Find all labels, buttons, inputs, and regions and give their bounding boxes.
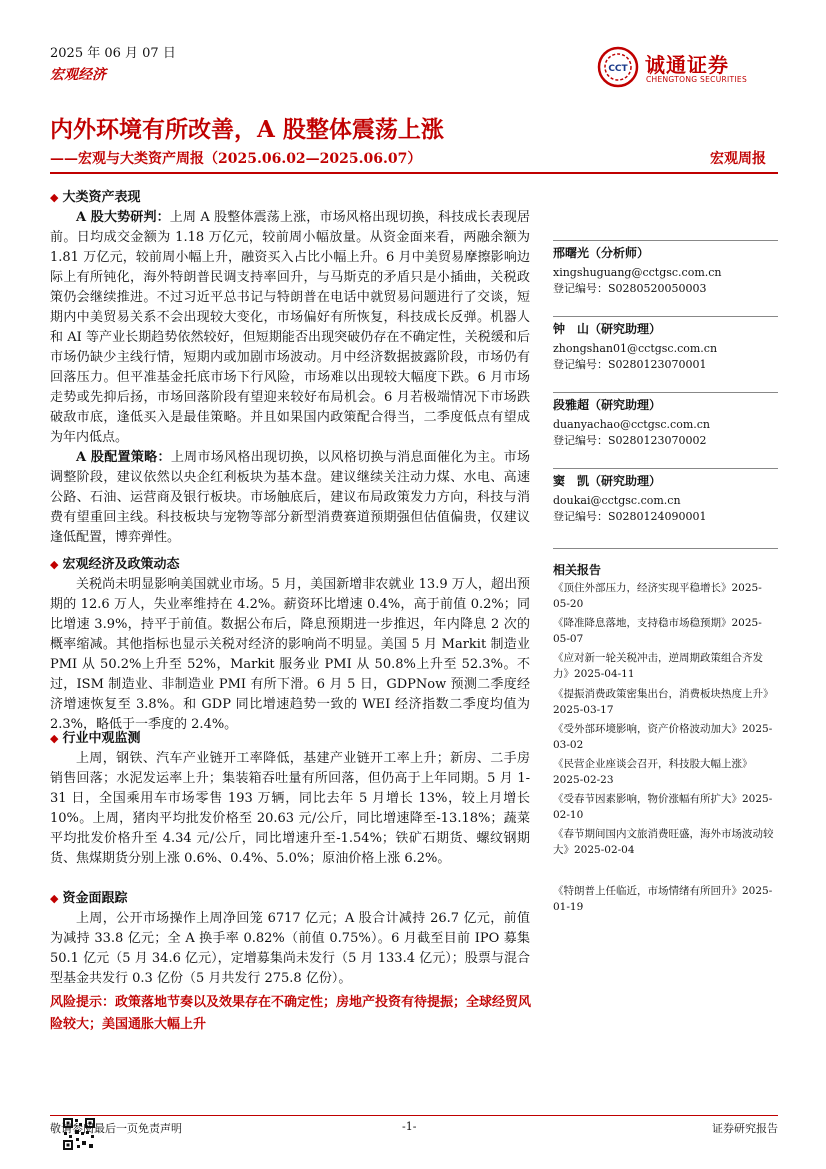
- diamond-bullet-icon: ◆: [50, 558, 59, 571]
- logo-name-cn: 诚通证券: [645, 53, 729, 77]
- related-report-item[interactable]: 《受春节因素影响，物价涨幅有所扩大》2025-02-10: [553, 793, 773, 821]
- paragraph-industry: 上周，钢铁、汽车产业链开工率降低，基建产业链开工率上升；新房、二手房销售回落；水泥发运率上升；集装箱吞吐量有所回落，但仍高于上年同期。5 月 1-31 日，全国乘用车市场零售 193 万辆，同比去年 5 月增长 13%，较上月增长 10%。上周，猪肉平均批发价格至 20.63 元/公斤，同比增速降至-13.18%；蔬菜平均批发价格升至 4.34 元/公斤，同比增速升至-1.54%；铁矿石期货、螺纹钢期货、焦煤期货分别上涨 0.6%、0.4%、5.0%；原油价格上涨 6.2%。: [50, 751, 530, 866]
- section-liquidity: [50, 889, 530, 989]
- paragraph-macro: 关税尚未明显影响美国就业市场。5 月，美国新增非农就业 13.9 万人，超出预期的 12.6 万人，失业率维持在 4.2%。薪资环比增速 0.4%，高于前值 0.2%；同比增速 3.9%，持平于前值。数据公布后，降息预期进一步推迟，年内降息 2 次的概率缩减。其他指标也显示关税对经济的影响尚不明显。美国 5 月 Markit 制造业 PMI 从 50.2%上升至 52%，Markit 服务业 PMI 从 50.8%上升至 52.3%。不过，ISM 制造业、非制造业 PMI 有所下滑。6 月 5 日，GDPNow 预测二季度经济增速恢复至 3.8%。和 GDP 同比增速趋势一致的 WEI 经济指数二季度均值为 2.3%，略低于一季度的 2.4%。: [50, 577, 530, 732]
- related-report-item[interactable]: 《民营企业座谈会召开，科技股大幅上涨》2025-02-23: [553, 758, 753, 786]
- report-subtitle: ——宏观与大类资产周报（2025.06.02—2025.06.07）: [50, 151, 422, 167]
- analyst-reg: 登记编号：S0280124090001: [553, 510, 707, 523]
- analyst-card: [553, 244, 778, 297]
- related-report-item[interactable]: 《春节期间国内文旅消费旺盛，海外市场波动较大》2025-02-04: [553, 828, 774, 856]
- report-title: 内外环境有所改善，A 股整体震荡上涨: [50, 116, 444, 143]
- risk-warning: 风险提示：政策落地节奏以及效果存在不确定性；房地产投资有待提振；全球经贸风险较大；美国通胀大幅上升: [50, 995, 532, 1032]
- footer-doc-type: 证券研究报告: [712, 1122, 778, 1135]
- section-heading: ◆ 宏观经济及政策动态: [50, 555, 530, 575]
- diamond-bullet-icon: ◆: [50, 191, 59, 204]
- section-asset-performance: [50, 188, 530, 548]
- logo-name-en: CHENGTONG SECURITIES: [646, 75, 748, 84]
- section-heading: ◆ 大类资产表现: [50, 188, 530, 208]
- svg-text:CCT: CCT: [608, 64, 628, 74]
- diamond-bullet-icon: ◆: [50, 892, 59, 905]
- analyst-reg: 登记编号：S0280520050003: [553, 282, 707, 295]
- section-heading: ◆ 行业中观监测: [50, 729, 530, 749]
- related-report-item[interactable]: 《受外部环境影响，资产价格波动加大》2025-03-02: [553, 723, 773, 751]
- section-macro-policy: [50, 555, 530, 735]
- section-industry-monitor: [50, 729, 530, 869]
- sidebar-divider: [553, 548, 778, 549]
- related-report-item[interactable]: 《顶住外部压力，经济实现平稳增长》2025-05-20: [553, 582, 762, 610]
- analyst-card: [553, 472, 778, 525]
- report-category: 宏观经济: [50, 67, 106, 83]
- page-number: -1-: [402, 1120, 417, 1133]
- paragraph-a-share-allocation: A 股配置策略：上周市场风格出现切换，以风格切换与消息面催化为主。市场调整阶段，建议依然以央企红利板块为基本盘。建议继续关注动力煤、水电、高速公路、石油、运营商及银行板块。市场触底后，建议布局政策发力方向，科技与消费有望重回主线。科技板块与宠物等部分新型消费赛道预期强但估值偏贵，仅建议逢低配置，博弈弹性。: [50, 450, 530, 545]
- related-report-item[interactable]: 《特朗普上任临近，市场情绪有所回升》2025-01-19: [553, 885, 773, 913]
- report-type: 宏观周报: [710, 151, 766, 167]
- header-divider: [50, 172, 778, 174]
- section-heading: ◆ 资金面跟踪: [50, 889, 530, 909]
- analyst-email[interactable]: xingshuguang@cctgsc.com.cn: [553, 266, 722, 279]
- related-report-item[interactable]: 《应对新一轮关税冲击，逆周期政策组合齐发力》2025-04-11: [553, 652, 763, 680]
- analyst-email[interactable]: duanyachao@cctgsc.com.cn: [553, 418, 711, 431]
- analyst-card: [553, 320, 778, 373]
- analyst-reg: 登记编号：S0280123070001: [553, 358, 707, 371]
- related-report-item[interactable]: 《提振消费政策密集出台，消费板块热度上升》2025-03-17: [553, 688, 774, 716]
- sidebar-divider: [553, 316, 778, 317]
- related-reports-heading: 相关报告: [553, 563, 602, 577]
- paragraph-liquidity: 上周，公开市场操作上周净回笼 6717 亿元；A 股合计减持 26.7 亿元，前值为减持 33.8 亿元；全 A 换手率 0.82%（前值 0.75%）。6 月截至目前 IPO 募集 50.1 亿元（5 月 34.6 亿元），定增募集尚未发行（5 月 133.4 亿元）；股票与混合型基金共发行 0.3 亿份（5 月共发行 275.8 亿份）。: [50, 911, 530, 986]
- analyst-name: 段雅超（研究助理）: [553, 398, 662, 412]
- analyst-name: 窦 凯（研究助理）: [553, 474, 662, 488]
- footer-divider: [50, 1115, 778, 1116]
- sidebar-divider: [553, 468, 778, 469]
- analyst-card: [553, 396, 778, 449]
- sidebar-divider: [553, 240, 778, 241]
- company-logo: [597, 46, 777, 88]
- footer-disclaimer: 敬请参阅最后一页免责声明: [50, 1122, 182, 1135]
- related-report-item[interactable]: 《降准降息落地，支持稳市场稳预期》2025-05-07: [553, 617, 762, 645]
- report-date: 2025 年 06 月 07 日: [50, 46, 176, 61]
- analyst-name: 钟 山（研究助理）: [553, 322, 662, 336]
- analyst-email[interactable]: zhongshan01@cctgsc.com.cn: [553, 342, 718, 355]
- paragraph-a-share-outlook: A 股大势研判：上周 A 股整体震荡上涨，市场风格出现切换，科技成长表现居前。日均成交金额为 1.18 万亿元，较前周小幅放量。从资金面来看，两融余额为 1.81 万亿元，较前周小幅上升，融资买入占比小幅上升。6 月中美贸易摩擦影响边际上有所钝化，海外特朗普民调支持率回升，与马斯克的矛盾只是小插曲，关税政策仍会继续推进。不过习近平总书记与特朗普在电话中就贸易问题进行了交谈，短期内中美贸易关系不会出现较大变化，市场偏好有所恢复，科技成长反弹。机器人和 AI 等产业长期趋势依然较好，但短期能否出现突破仍存在不确定性，关税缓和后市场仍缺少主线行情，短期内或加剧市场波动。月中经济数据披露阶段，市场仍有回落压力。但平准基金托底市场下行风险，市场难以出现较大幅度下跌。6 月市场走势或先抑后扬，市场回落阶段有望迎来较好布局机会。6 月若极端情况下市场跌破敌市底，逢低买入是最佳策略。并且如果国内政策配合得当，二季度低点有望成为年内低点。: [50, 210, 530, 445]
- logo-mark-icon: [597, 46, 639, 88]
- analyst-email[interactable]: doukai@cctgsc.com.cn: [553, 494, 681, 507]
- analyst-reg: 登记编号：S0280123070002: [553, 434, 707, 447]
- diamond-bullet-icon: ◆: [50, 732, 59, 745]
- sidebar-divider: [553, 392, 778, 393]
- analyst-name: 邢曙光（分析师）: [553, 246, 650, 260]
